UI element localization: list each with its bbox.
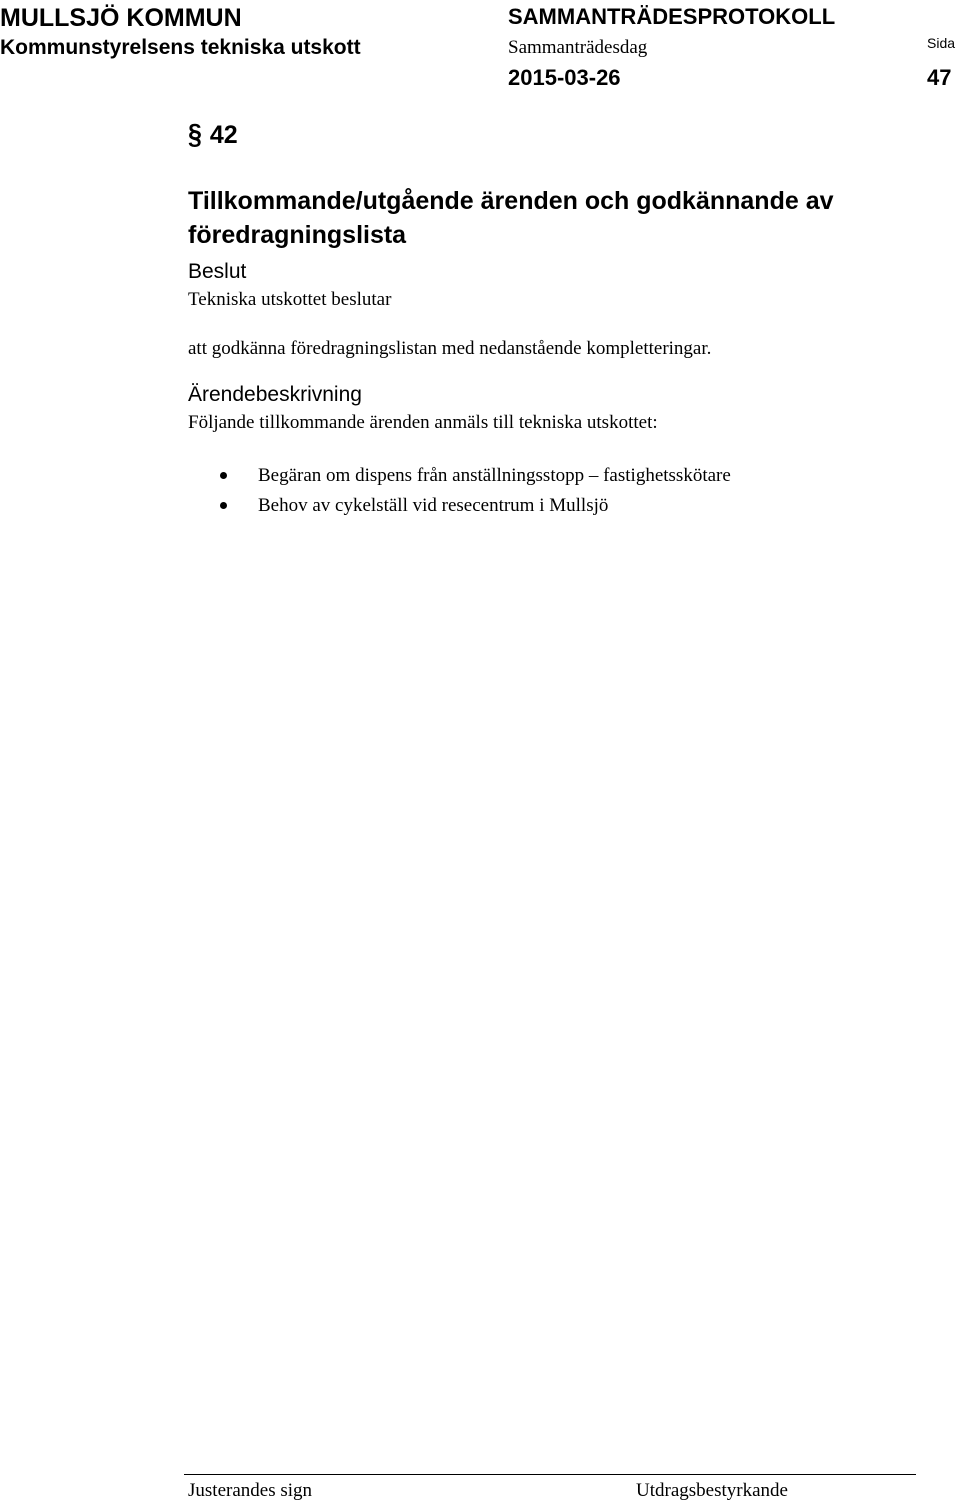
decision-heading: Beslut	[188, 260, 247, 283]
footer-divider	[184, 1474, 916, 1475]
description-body: Följande tillkommande ärenden anmäls till tekniska utskottet:	[188, 412, 658, 433]
paragraph-heading	[188, 118, 238, 152]
paragraph-number: 42	[209, 121, 238, 149]
paragraph-symbol: §	[188, 118, 202, 152]
document-type: SAMMANTRÄDESPROTOKOLL	[508, 4, 836, 29]
page-number: 47	[927, 65, 952, 90]
meeting-date: 2015-03-26	[508, 65, 621, 90]
list-item-text: Begäran om dispens från anställningsstopp – fastighetsskötare	[258, 465, 731, 486]
meeting-date-label: Sammanträdesdag	[508, 37, 648, 58]
item-title: Tillkommande/utgående ärenden och godkännande av föredragningslista	[188, 187, 834, 249]
decision-text: att godkänna föredragningslistan med nedanstående kompletteringar.	[188, 338, 712, 359]
certify-label: Utdragsbestyrkande	[636, 1480, 788, 1501]
sign-label: Justerandes sign	[188, 1480, 313, 1501]
list-item	[220, 461, 731, 491]
item-list	[220, 461, 731, 521]
list-item-text: Behov av cykelställ vid resecentrum i Mullsjö	[258, 495, 609, 516]
committee-name: Kommunstyrelsens tekniska utskott	[0, 36, 361, 59]
org-name: MULLSJÖ KOMMUN	[0, 4, 242, 32]
bullet-icon	[220, 502, 227, 509]
list-item	[220, 491, 731, 521]
description-heading: Ärendebeskrivning	[188, 383, 362, 406]
page-label: Sida	[927, 35, 956, 51]
decision-body: Tekniska utskottet beslutar	[188, 289, 392, 310]
bullet-icon	[220, 472, 227, 479]
